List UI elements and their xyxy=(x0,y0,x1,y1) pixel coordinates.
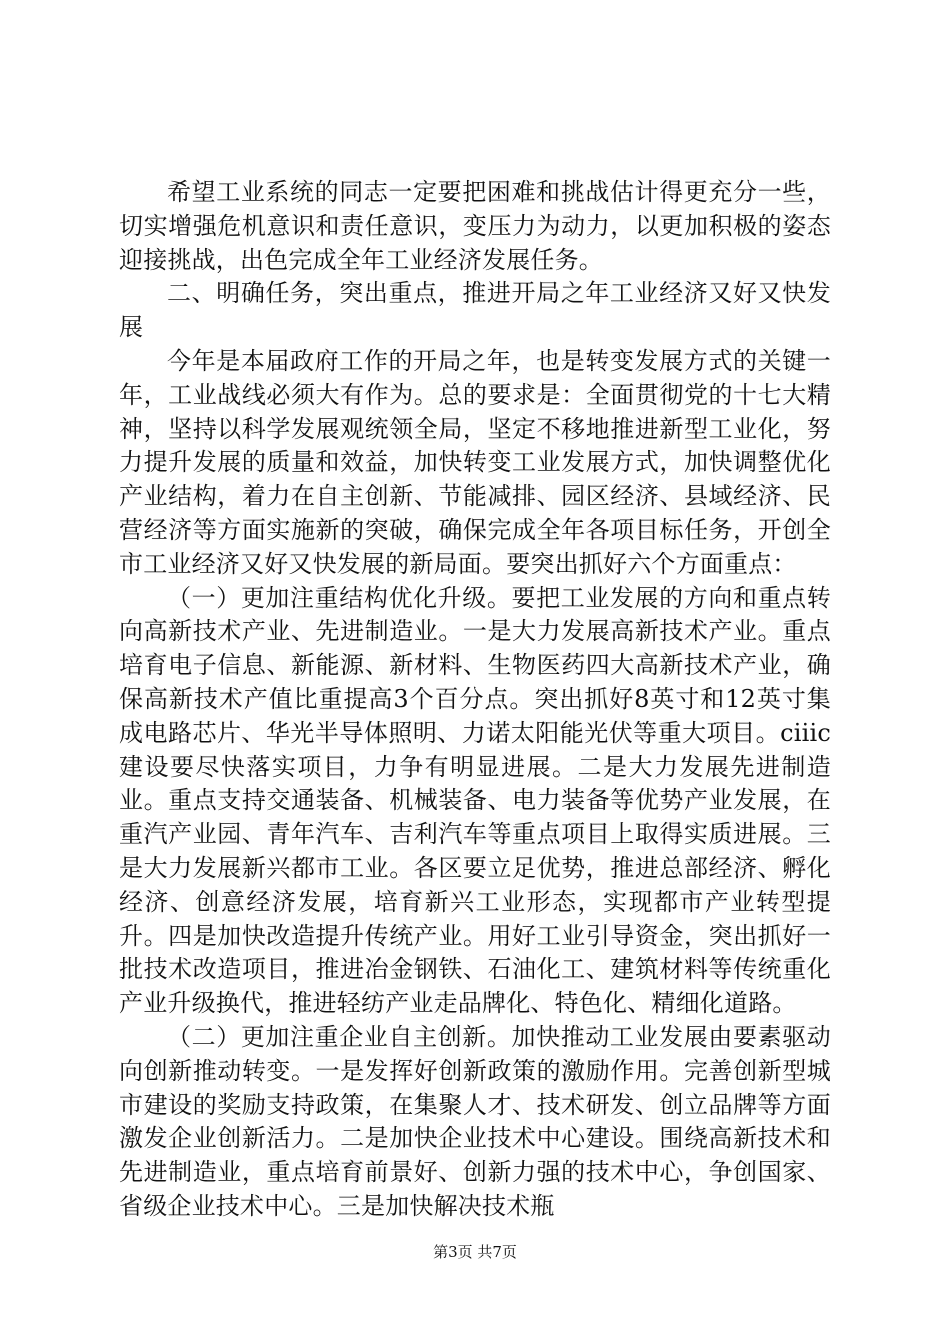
paragraph: 希望工业系统的同志一定要把困难和挑战估计得更充分一些，切实增强危机意识和责任意识，变压力为动力，以更加积极的姿态迎接挑战，出色完成全年工业经济发展任务。 xyxy=(119,178,831,274)
document-body xyxy=(119,176,831,1224)
paragraph: （一）更加注重结构优化升级。要把工业发展的方向和重点转向高新技术产业、先进制造业。一是大力发展高新技术产业。重点培育电子信息、新能源、新材料、生物医药四大高新技术产业，确保高新技术产值比重提高3个百分点。突出抓好8英寸和12英寸集成电路芯片、华光半导体照明、力诺太阳能光伏等重大项目。ciiic建设要尽快落实项目，力争有明显进展。二是大力发展先进制造业。重点支持交通装备、机械装备、电力装备等优势产业发展，在重汽产业园、青年汽车、吉利汽车等重点项目上取得实质进展。三是大力发展新兴都市工业。各区要立足优势，推进总部经济、孵化经济、创意经济发展，培育新兴工业形态，实现都市产业转型提升。四是加快改造提升传统产业。用好工业引导资金，突出抓好一批技术改造项目，推进冶金钢铁、石油化工、建筑材料等传统重化产业升级换代，推进轻纺产业走品牌化、特色化、精细化道路。 xyxy=(119,583,831,1018)
paragraph: 今年是本届政府工作的开局之年，也是转变发展方式的关键一年，工业战线必须大有作为。总的要求是：全面贯彻党的十七大精神，坚持以科学发展观统领全局，坚定不移地推进新型工业化，努力提升发展的质量和效益，加快转变工业发展方式，加快调整优化产业结构，着力在自主创新、节能减排、园区经济、县域经济、民营经济等方面实施新的突破，确保完成全年各项目标任务，开创全市工业经济又好又快发展的新局面。要突出抓好六个方面重点： xyxy=(119,346,831,578)
page-number-footer: 第3页 共7页 xyxy=(433,1243,517,1261)
paragraph: （二）更加注重企业自主创新。加快推动工业发展由要素驱动向创新推动转变。一是发挥好创新政策的激励作用。完善创新型城市建设的奖励支持政策，在集聚人才、技术研发、创立品牌等方面激发企业创新活力。二是加快企业技术中心建设。围绕高新技术和先进制造业，重点培育前景好、创新力强的技术中心，争创国家、省级企业技术中心。三是加快解决技术瓶 xyxy=(119,1022,831,1220)
section-heading: 二、明确任务，突出重点，推进开局之年工业经济又好又快发展 xyxy=(119,279,831,342)
